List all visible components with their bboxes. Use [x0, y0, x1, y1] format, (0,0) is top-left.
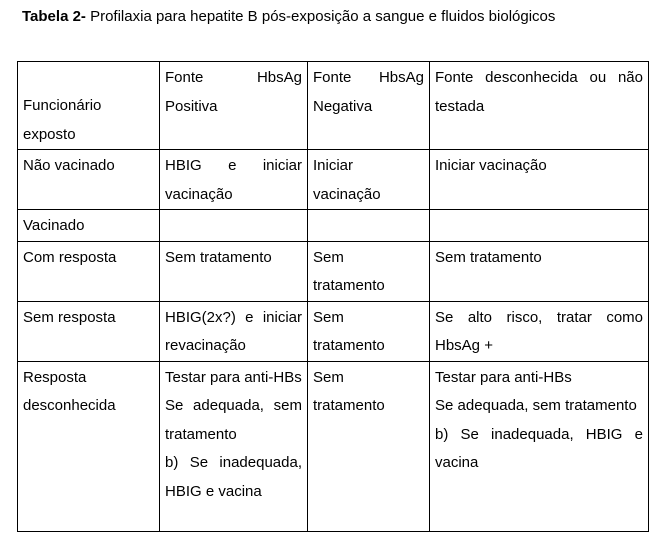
caption-label: Tabela 2-	[22, 8, 86, 25]
header-exposed-worker: Funcionário exposto	[18, 62, 160, 150]
cell-line: Testar para anti-HBs	[165, 368, 302, 386]
cell-source-positive	[160, 210, 308, 242]
row-label: Sem resposta	[18, 301, 160, 361]
caption-text: Profilaxia para hepatite B pós-exposição a sangue e fluidos biológicos	[85, 8, 556, 25]
cell-source-unknown: Iniciar vacinação	[430, 150, 649, 210]
header-source-positive: Fonte HbsAg Positiva	[160, 62, 308, 150]
header-source-negative: Fonte HbsAg Negativa	[308, 62, 430, 150]
cell-source-negative: Sem tratamento	[308, 241, 430, 301]
table-row	[18, 150, 649, 210]
cell-source-unknown: Se alto risco, tratar como HbsAg +	[430, 301, 649, 361]
cell-source-negative: Iniciar vacinação	[308, 150, 430, 210]
cell-source-positive: Sem tratamento	[160, 241, 308, 301]
row-label: Resposta desconhecida	[18, 361, 160, 531]
cell-source-negative: Sem tratamento	[308, 361, 430, 531]
cell-source-positive	[160, 361, 308, 531]
cell-source-unknown	[430, 210, 649, 242]
table-row	[18, 241, 649, 301]
table-row	[18, 301, 649, 361]
cell-source-negative: Sem tratamento	[308, 301, 430, 361]
table-row	[18, 210, 649, 242]
row-label: Não vacinado	[18, 150, 160, 210]
cell-source-positive: HBIG(2x?) e iniciar revacinação	[160, 301, 308, 361]
cell-line: Testar para anti-HBs	[435, 368, 572, 386]
header-source-unknown: Fonte desconhecida ou não testada	[430, 62, 649, 150]
cell-line: b) Se inadequada, HBIG e vacina	[435, 425, 643, 471]
prophylaxis-table	[17, 61, 649, 532]
cell-line: b) Se inadequada, HBIG e vacina	[165, 454, 302, 500]
cell-source-unknown	[430, 361, 649, 531]
table-header-row	[18, 62, 649, 150]
cell-source-negative	[308, 210, 430, 242]
row-label: Com resposta	[18, 241, 160, 301]
table-caption	[22, 6, 555, 28]
cell-source-unknown: Sem tratamento	[430, 241, 649, 301]
row-label: Vacinado	[18, 210, 160, 242]
cell-line: Se adequada, sem tratamento	[165, 397, 302, 443]
cell-source-positive: HBIG e iniciar vacinação	[160, 150, 308, 210]
table-row	[18, 361, 649, 531]
cell-line: Se adequada, sem tratamento	[435, 397, 637, 414]
